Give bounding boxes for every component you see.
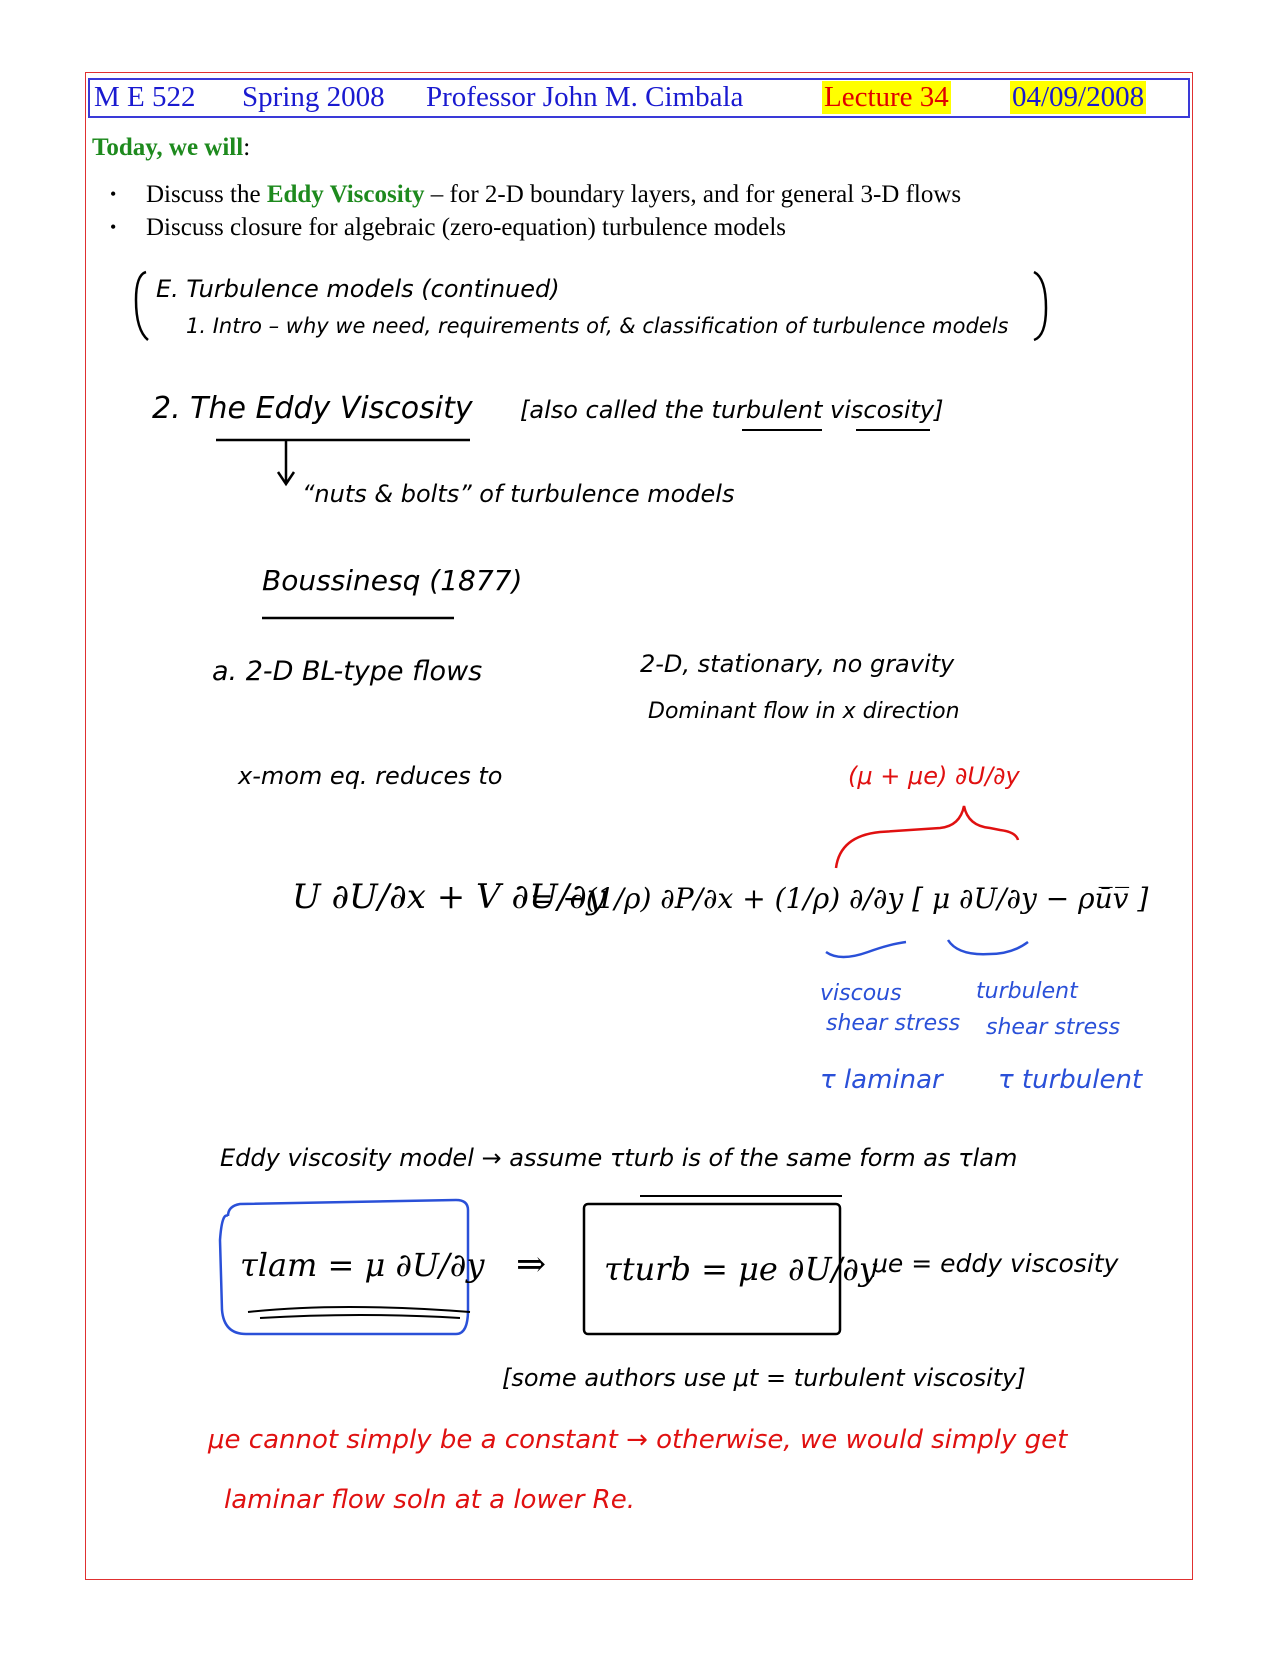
tau-turbulent-label: τ turbulent xyxy=(998,1065,1143,1095)
viscous-label-1: viscous xyxy=(820,981,902,1006)
red-brace-label: (μ + μe) ∂U/∂y xyxy=(848,762,1020,790)
tau-turb-equation: τturb = μe ∂U/∂y xyxy=(604,1250,877,1288)
mu-e-definition: μe = eddy viscosity xyxy=(872,1249,1119,1278)
turbulent-label-2: shear stress xyxy=(986,1015,1121,1040)
lecture-number: Lecture 34 xyxy=(824,81,949,113)
sub-a-title: a. 2-D BL-type flows xyxy=(212,656,483,687)
tau-laminar-label: τ laminar xyxy=(820,1065,943,1095)
boussinesq-label: Boussinesq (1877) xyxy=(262,564,523,597)
course-number: M E 522 xyxy=(94,81,196,113)
goal-item: • Discuss the Eddy Viscosity – for 2-D boundary layers, and for general 3-D flows xyxy=(110,178,961,211)
eddy-viscosity-title: 2. The Eddy Viscosity xyxy=(152,391,473,426)
also-called-note: [also called the turbulent viscosity] xyxy=(520,396,944,424)
eddy-model-line: Eddy viscosity model → assume τturb is of the same form as τlam xyxy=(220,1144,1018,1172)
tau-lam-equation: τlam = μ ∂U/∂y xyxy=(240,1246,485,1284)
goal-item: • Discuss closure for algebraic (zero-equation) turbulence models xyxy=(110,211,961,244)
lecture-date: 04/09/2008 xyxy=(1012,81,1145,113)
intro-line: 1. Intro – why we need, requirements of, & classification of turbulence models xyxy=(186,314,1009,338)
term: Spring 2008 xyxy=(242,81,385,113)
implies-arrow: ⇒ xyxy=(516,1244,547,1285)
professor-name: Professor John M. Cimbala xyxy=(426,81,744,113)
viscous-label-2: shear stress xyxy=(826,1011,961,1036)
arrow-down-icon xyxy=(278,440,294,484)
conditions-line-1: 2-D, stationary, no gravity xyxy=(640,650,955,678)
nuts-bolts-note: “nuts & bolts” of turbulence models xyxy=(302,480,735,508)
section-e-title: E. Turbulence models (continued) xyxy=(156,275,560,303)
some-authors-note: [some authors use μt = turbulent viscosity] xyxy=(502,1364,1026,1392)
x-momentum-lhs: U ∂U/∂x + V ∂U/∂y xyxy=(292,877,606,917)
conditions-line-2: Dominant flow in x direction xyxy=(648,699,960,724)
today-heading: Today, we will: xyxy=(92,134,251,161)
xmom-label: x-mom eq. reduces to xyxy=(238,762,503,790)
turbulent-label-1: turbulent xyxy=(976,979,1078,1004)
red-note-line-2: laminar flow soln at a lower Re. xyxy=(224,1485,635,1515)
x-momentum-rhs: = −(1/ρ) ∂P/∂x + (1/ρ) ∂/∂y [ μ ∂U/∂y − ρū̅v̅ ] xyxy=(530,882,1149,915)
red-note-line-1: μe cannot simply be a constant → otherwise, we would simply get xyxy=(208,1425,1068,1455)
